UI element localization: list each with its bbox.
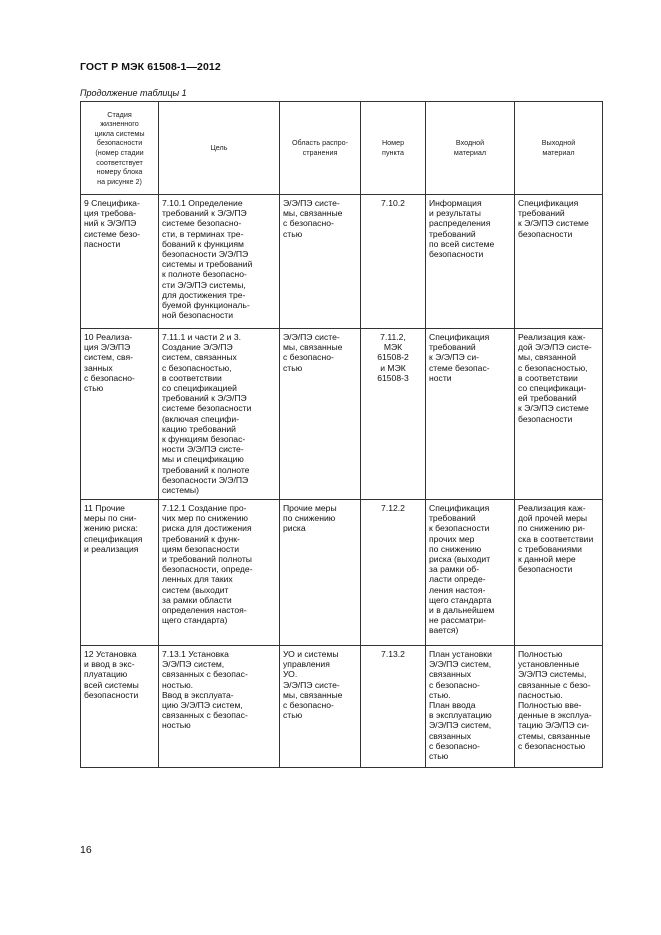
cell-scope: Э/Э/ПЭ систе- мы, связанные с безопасно- стью [280,195,361,329]
cell-goal: 7.10.1 Определение требований к Э/Э/ПЭ системе безопасно- сти, в терминах тре- бований к функциям безопасности Э/Э/ПЭ системы и требований к полноте безопасно- сти Э/Э/ПЭ системы, для достижения тре- буемой функциональ- ной безопасности [159,195,280,329]
cell-stage: 11 Прочие меры по сни- жению риска: спецификация и реализация [81,500,159,646]
column-header-stage: Стадия жизненного цикла системы безопасности (номер стадии соответствует номеру блока на рисунке 2) [81,102,159,195]
cell-scope: УО и системы управления УО. Э/Э/ПЭ систе- мы, связанные с безопасно- стью [280,646,361,768]
cell-output: Полностью установленные Э/Э/ПЭ системы, связанные с безо- пасностью. Полностью вве- денные в эксплуа- тацию Э/Э/ПЭ си- стемы, связанные с безопасностью [515,646,603,768]
cell-scope: Э/Э/ПЭ систе- мы, связанные с безопасно- стью [280,329,361,500]
column-header-scope: Область распро- странения [280,102,361,195]
cell-input: План установки Э/Э/ПЭ систем, связанных с безопасно- стью. План ввода в эксплуатацию Э/Э/ПЭ систем, связанных с безопасно- стью [426,646,515,768]
column-header-input: Входной материал [426,102,515,195]
cell-clause: 7.12.2 [361,500,426,646]
cell-goal: 7.12.1 Создание про- чих мер по снижению риска для достижения требований к функ- циям безопасности и требований полноты безопасности, опреде- ленных для таких систем (выходит за рамки области определения настоя- щего стандарта) [159,500,280,646]
cell-stage: 9 Спецификa- ция требова- ний к Э/Э/ПЭ системе безо- пасности [81,195,159,329]
cell-output: Реализация каж- дой прочей меры по снижению ри- ска в соответствии с требованиями к данной мере безопасности [515,500,603,646]
cell-stage: 12 Установка и ввод в экс- плуатацию всей системы безопасности [81,646,159,768]
table-caption: Продолжение таблицы 1 [80,88,187,98]
cell-scope: Прочие меры по снижению риска [280,500,361,646]
cell-input: Информация и результаты распределения требований по всей системе безопасности [426,195,515,329]
column-header-goal: Цель [159,102,280,195]
cell-input: Спецификация требований к безопасности прочих мер по снижению риска (выходит за рамки об- ласти опреде- ления настоя- щего стандарта и в дальнейшем не рассматри- вается) [426,500,515,646]
table-row [81,329,603,500]
table-row [81,646,603,768]
cell-clause: 7.13.2 [361,646,426,768]
cell-output: Спецификация требований к Э/Э/ПЭ системе безопасности [515,195,603,329]
lifecycle-table [80,101,603,768]
cell-clause: 7.10.2 [361,195,426,329]
cell-goal: 7.13.1 Установка Э/Э/ПЭ систем, связанных с безопас- ностью. Ввод в эксплуата- цию Э/Э/ПЭ систем, связанных с безопас- ностью [159,646,280,768]
page-number: 16 [80,844,92,856]
table-row [81,195,603,329]
table-row [81,500,603,646]
cell-clause: 7.11.2, МЭК 61508-2 и МЭК 61508-3 [361,329,426,500]
table-header-row [81,102,603,195]
document-title: ГОСТ Р МЭК 61508-1—2012 [80,61,221,73]
cell-output: Реализация каж- дой Э/Э/ПЭ систе- мы, связанной с безопасностью, в соответствии со спецификаци- ей требований к Э/Э/ПЭ системе безопасности [515,329,603,500]
cell-stage: 10 Реализа- ция Э/Э/ПЭ систем, свя- занных с безопасно- стью [81,329,159,500]
cell-goal: 7.11.1 и части 2 и 3. Создание Э/Э/ПЭ систем, связанных с безопасностью, в соответствии со спецификацией требований к Э/Э/ПЭ системе безопасности (включая специфи- кацию требований к функциям безопас- ности Э/Э/ПЭ систе- мы и спецификацию требований к полноте безопасности Э/Э/ПЭ системы) [159,329,280,500]
column-header-output: Выходной материал [515,102,603,195]
column-header-clause: Номер пункта [361,102,426,195]
cell-input: Спецификация требований к Э/Э/ПЭ си- стеме безопас- ности [426,329,515,500]
